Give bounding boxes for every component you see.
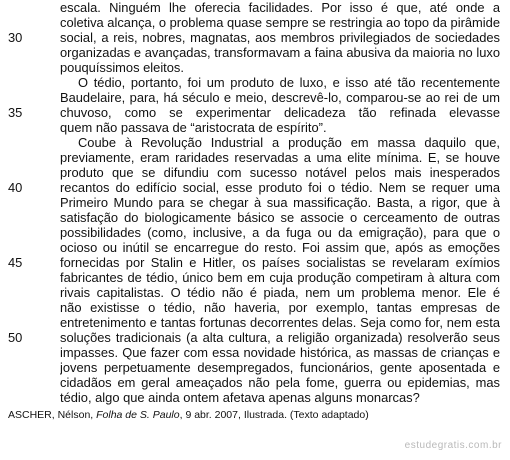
- text-line: Coube à Revolução Industrial a produção em massa daquilo que,: [78, 135, 500, 150]
- text-line: fornecidas por Stalin e Hitler, os países socialistas se revelaram exímios: [60, 255, 500, 270]
- source-details: , 9 abr. 2007, Ilustrada. (Texto adaptado): [179, 409, 369, 421]
- text-line: O tédio, portanto, foi um produto de luxo, e isso até tão recentemente: [78, 75, 500, 90]
- text-line: previamente, eram raridades reservadas a uma elite mínima. E, se houve: [60, 150, 500, 165]
- text-line: fabricantes de tédio, único bem em cuja produção competiram à altura com: [60, 270, 500, 285]
- text-line: não existisse o tédio, não haveria, por exemplo, tantas empresas de: [60, 300, 500, 315]
- text-line: satisfação do biologicamente básico se associe o cerceamento de outras: [60, 210, 500, 225]
- text-line: Primeiro Mundo para se chegar à sua massificação. Basta, a rigor, que à: [60, 195, 500, 210]
- text-line: Baudelaire, para, há século e meio, descrevê-lo, comparou-se ao rei de um: [60, 90, 500, 105]
- line-number: 50: [8, 330, 23, 345]
- line-number: 30: [8, 30, 23, 45]
- text-line: organizadas e avançadas, transformavam a faina abusiva da maioria no luxo: [60, 45, 500, 60]
- text-line: jovens perpetuamente desempregados, funcionários, gente aposentada e: [60, 360, 500, 375]
- text-line: escala. Ninguém lhe oferecia facilidades. Por isso é que, até onde a: [60, 0, 500, 15]
- text-line: chuvoso, como se experimentar delicadeza tão refinada elevasse: [60, 105, 500, 120]
- text-line: produto que se difundiu com sucesso notável pelos mais inesperados: [60, 165, 500, 180]
- text-line: cidadãos em geral ameaçados não pela fome, guerra ou epidemias, mas: [60, 375, 500, 390]
- text-line: ocioso ou inútil se encarregue do resto. Foi assim que, após as emoções: [60, 240, 500, 255]
- text-line: possibilidades (como, inclusive, a da fuga ou da emigração), para que o: [60, 225, 500, 240]
- text-line: tédio, algo que ainda ontem afetava apenas alguns monarcas?: [60, 390, 420, 405]
- text-line: entretenimento e tantas fortunas decorrentes delas. Seja como for, nem esta: [60, 315, 500, 330]
- line-number: 45: [8, 255, 23, 270]
- text-line: coletiva alcança, o problema quase sempre se restringia ao topo da pirâmide: [60, 15, 500, 30]
- line-number: 40: [8, 180, 23, 195]
- source-citation: [8, 408, 369, 422]
- source-publication: Folha de S. Paulo: [96, 409, 180, 421]
- text-line: rivais capitalistas. O tédio não é piada, nem um problema menor. Ele é: [60, 285, 500, 300]
- source-author: ASCHER, Nélson,: [8, 409, 97, 421]
- text-line: quem não passava de “aristocrata de espírito”.: [60, 120, 327, 135]
- text-line: social, a reis, nobres, magnatas, aos membros privilegiados de sociedades: [60, 30, 500, 45]
- text-line: recantos do edifício social, esse produto foi o tédio. Nem se requer uma: [60, 180, 500, 195]
- text-line: soluções tradicionais (a alta cultura, a religião organizada) resolverão seus: [60, 330, 500, 345]
- line-number: 35: [8, 105, 23, 120]
- watermark: estudegratis.com.br: [404, 440, 502, 451]
- text-line: impasses. Que fazer com essa novidade histórica, as massas de crianças e: [60, 345, 500, 360]
- text-line: pouquíssimos eleitos.: [60, 60, 184, 75]
